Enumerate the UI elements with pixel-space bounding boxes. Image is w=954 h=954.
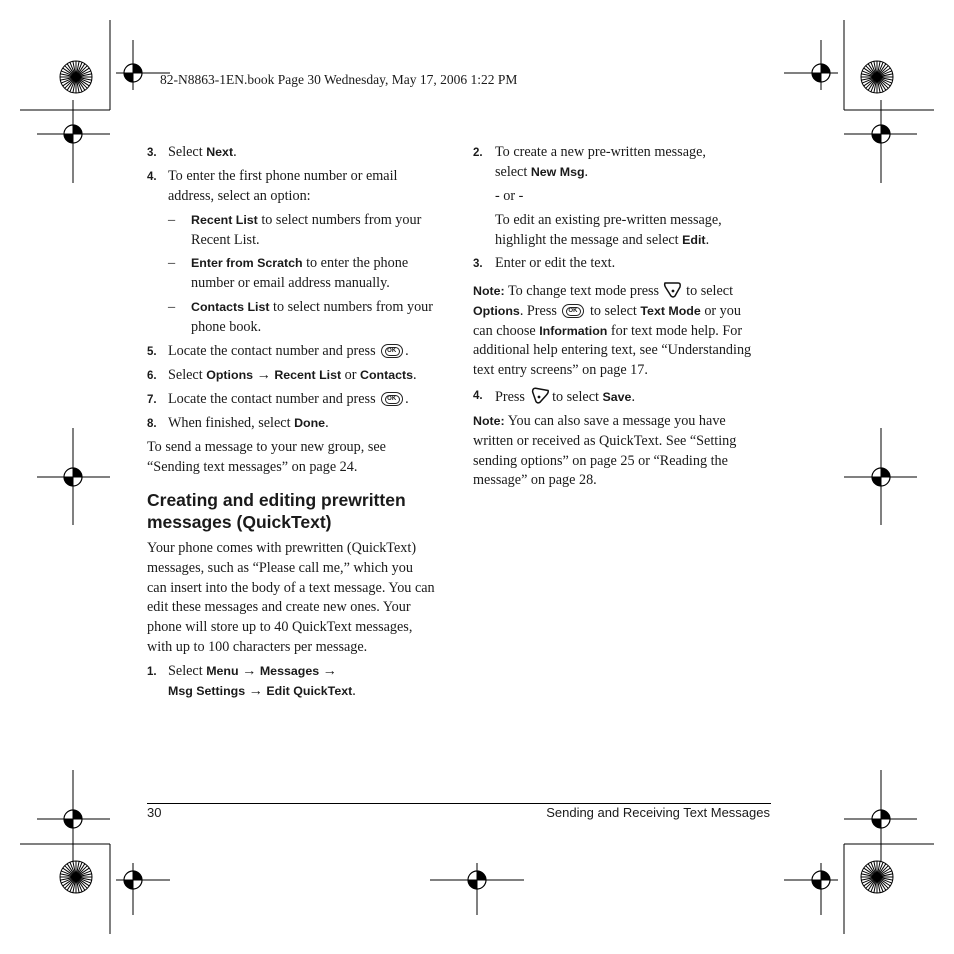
group-message-paragraph: To send a message to your new group, see “Sending text messages” on page 24. [147,439,386,475]
option-recent-list: – Recent List to select numbers from your Recent List. [168,212,422,248]
ok-key-icon: OK [381,392,403,406]
step-4: 4. To enter the first phone number or email address, select an option: [147,168,398,204]
step-6: 6. Select Options → Recent List or Contacts. [147,367,417,383]
step-3: 3. Select Next. [147,144,237,160]
step-2: 2. To create a new pre-written message, select New Msg. [473,144,706,180]
step-1: 1. Select Menu → Messages → Msg Settings → Edit QuickText. [147,663,356,699]
left-softkey-icon [663,280,683,300]
note-save-quicktext: Note: You can also save a message you have written or received as QuickText. See “Setting sending options” on page 25 or “Reading the message” on page 28. [473,413,737,489]
ok-key-icon: OK [381,344,403,358]
page-number: 30 [147,805,162,820]
step-4-right: 4. Press to select Save. [473,386,773,408]
option-enter-from-scratch: – Enter from Scratch to enter the phone number or email address manually. [168,255,409,291]
edit-paragraph: To edit an existing pre-written message, highlight the message and select Edit. [495,212,722,248]
right-softkey-icon [529,386,549,406]
footer-rule [147,803,771,804]
step-7: 7. Locate the contact number and press OK . [147,391,409,407]
ok-key-icon: OK [562,304,584,318]
or-separator: - or - [495,188,524,204]
step-5: 5. Locate the contact number and press OK . [147,343,409,359]
chapter-title: Sending and Receiving Text Messages [546,805,770,820]
book-header: 82-N8863-1EN.book Page 30 Wednesday, May 17, 2006 1:22 PM [160,72,518,87]
quicktext-intro-paragraph: Your phone comes with prewritten (QuickText) messages, such as “Please call me,” which you can insert into the body of a text message. You can edit these messages and create new ones. Your phone will store up to 40 QuickText messages, with up to 100 characters per message. [147,540,435,655]
section-heading: Creating and editing prewritten messages (QuickText) [147,490,406,532]
option-contacts-list: – Contacts List to select numbers from your phone book. [168,299,433,335]
step-3-right: 3. Enter or edit the text. [473,255,616,271]
step-8: 8. When finished, select Done. [147,415,329,431]
note-text-mode: Note: To change text mode press to select Options. Press OK to select Text Mode or you can choose Information for text mode help. For additional help entering text, see “Understanding text entry screens” on page 17. [473,280,773,381]
